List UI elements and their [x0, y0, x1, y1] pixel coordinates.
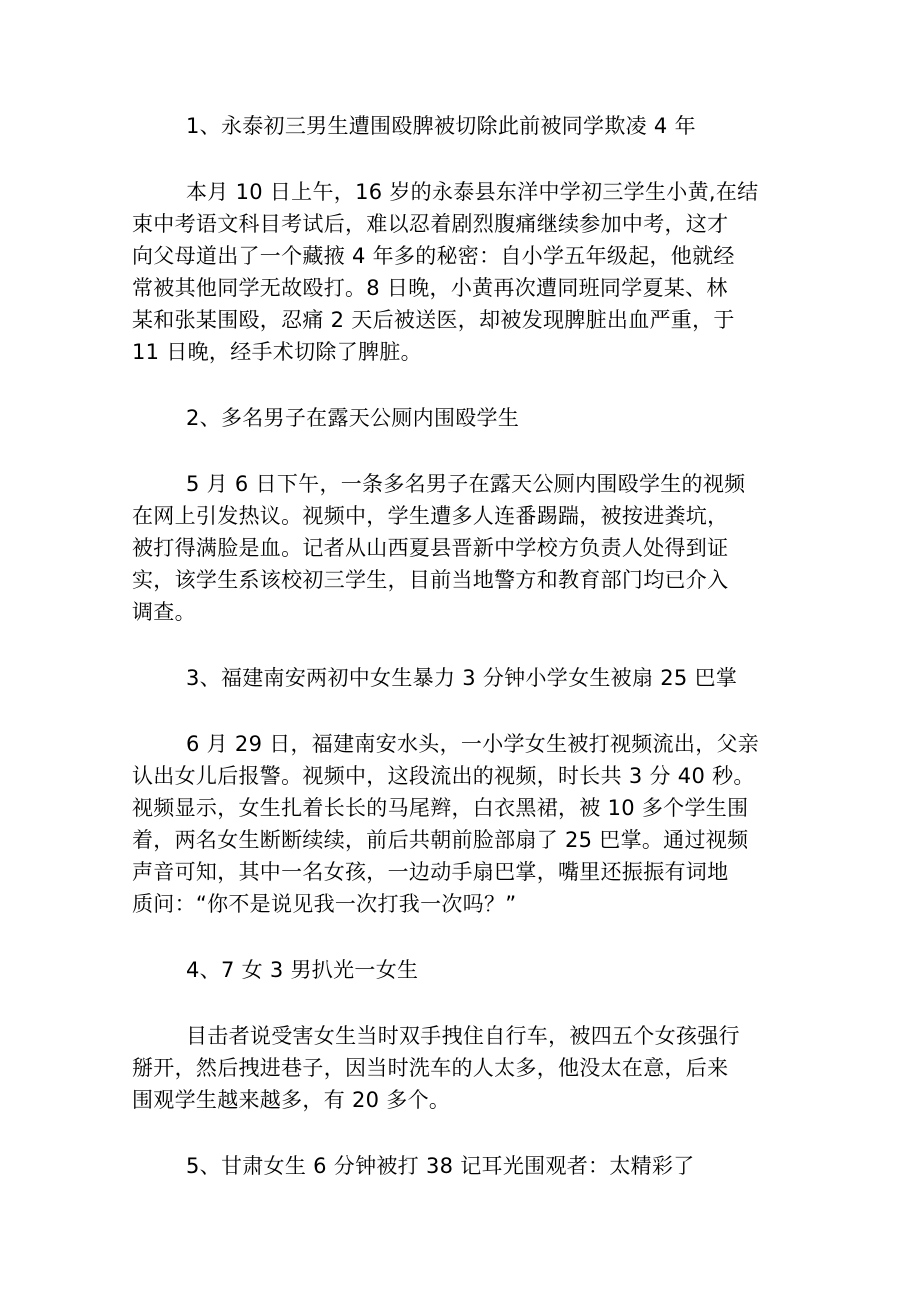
- paragraph-line: 在网上引发热议。视频中，学生遭多人连番踢踹，被按进粪坑，: [132, 504, 729, 528]
- paragraph-line: 掰开，然后拽进巷子，因当时洗车的人太多，他没太在意，后来: [132, 1056, 729, 1080]
- section-heading-3: 3、福建南安两初中女生暴力 3 分钟小学女生被扇 25 巴掌: [186, 666, 738, 690]
- paragraph-line: 常被其他同学无故殴打。8 日晚，小黄再次遭同班同学夏某、林: [132, 276, 728, 300]
- section-heading-5: 5、甘肃女生 6 分钟被打 38 记耳光围观者：太精彩了: [186, 1154, 695, 1178]
- paragraph-line: 向父母道出了一个藏掖 4 年多的秘密：自小学五年级起，他就经: [132, 244, 735, 268]
- paragraph-line: 围观学生越来越多，有 20 多个。: [132, 1088, 451, 1112]
- paragraph-line: 本月 10 日上午，16 岁的永泰县东洋中学初三学生小黄,在结: [186, 180, 759, 204]
- section-heading-4: 4、7 女 3 男扒光一女生: [186, 958, 419, 982]
- section-paragraph-1: [132, 176, 792, 368]
- paragraph-line: 某和张某围殴，忍痛 2 天后被送医，却被发现脾脏出血严重，于: [132, 308, 735, 332]
- section-paragraph-4: [132, 1020, 792, 1116]
- paragraph-line: 质问：“你不是说见我一次打我一次吗？”: [132, 892, 517, 916]
- paragraph-line: 实，该学生系该校初三学生，目前当地警方和教育部门均已介入: [132, 568, 729, 592]
- paragraph-line: 目击者说受害女生当时双手拽住自行车，被四五个女孩强行: [186, 1024, 740, 1048]
- paragraph-line: 着，两名女生断断续续，前后共朝前脸部扇了 25 巴掌。通过视频: [132, 828, 749, 852]
- document-body: [132, 110, 792, 1216]
- paragraph-line: 6 月 29 日，福建南安水头，一小学女生被打视频流出，父亲: [186, 732, 760, 756]
- paragraph-line: 被打得满脸是血。记者从山西夏县晋新中学校方负责人处得到证: [132, 536, 729, 560]
- section-heading-2: 2、多名男子在露天公厕内围殴学生: [186, 406, 520, 430]
- section-paragraph-3: [132, 728, 792, 920]
- paragraph-line: 调查。: [132, 600, 196, 624]
- paragraph-line: 束中考语文科目考试后，难以忍着剧烈腹痛继续参加中考，这才: [132, 212, 729, 236]
- paragraph-line: 视频显示，女生扎着长长的马尾辫，白衣黑裙，被 10 多个学生围: [132, 796, 749, 820]
- paragraph-line: 认出女儿后报警。视频中，这段流出的视频，时长共 3 分 40 秒。: [132, 764, 755, 788]
- paragraph-line: 声音可知，其中一名女孩，一边动手扇巴掌，嘴里还振振有词地: [132, 860, 729, 884]
- section-heading-1: 1、永泰初三男生遭围殴脾被切除此前被同学欺凌 4 年: [186, 114, 696, 138]
- section-paragraph-2: [132, 468, 792, 628]
- paragraph-line: 5 月 6 日下午，一条多名男子在露天公厕内围殴学生的视频: [186, 472, 746, 496]
- paragraph-line: 11 日晚，经手术切除了脾脏。: [132, 340, 422, 364]
